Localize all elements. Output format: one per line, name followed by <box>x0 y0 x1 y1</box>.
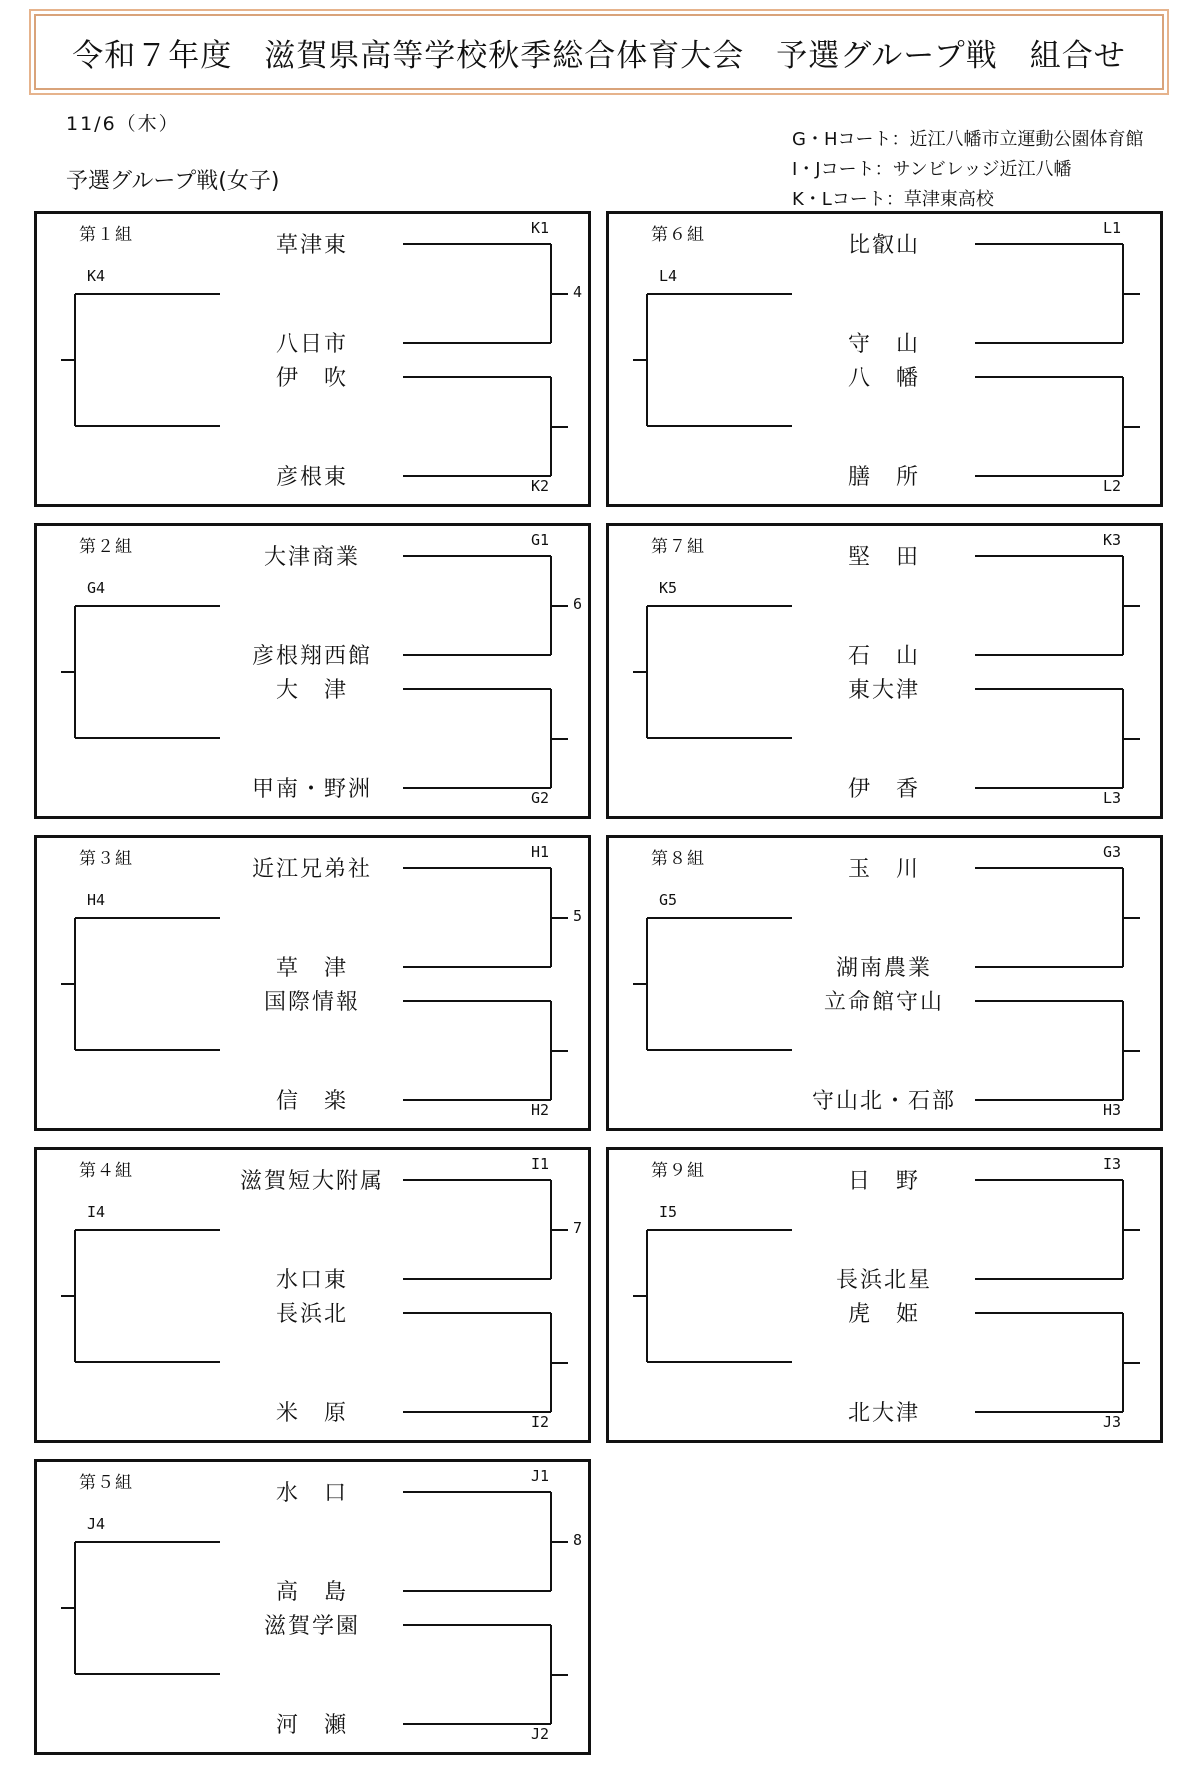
match-number: 7 <box>573 1219 583 1237</box>
team-name: 草津東 <box>275 233 349 258</box>
seed-top-label: G3 <box>1103 843 1122 861</box>
team-name: 伊 吹 <box>275 366 349 391</box>
match-number: 6 <box>573 595 583 613</box>
seed-left-label: G4 <box>87 579 106 597</box>
seed-left-label: I5 <box>659 1203 678 1221</box>
seed-bottom-label: G2 <box>531 789 550 807</box>
team-name: 大 津 <box>275 678 349 703</box>
seed-bottom-label: J3 <box>1103 1413 1122 1431</box>
team-name: 石 山 <box>847 644 921 669</box>
team-name: 河 瀬 <box>275 1713 349 1738</box>
team-name: 彦根東 <box>275 465 349 490</box>
group-label: 第８組 <box>651 849 705 869</box>
team-name: 膳 所 <box>847 465 921 490</box>
team-name: 彦根翔西館 <box>251 644 373 669</box>
group-3-bracket <box>34 835 591 1131</box>
seed-top-label: K3 <box>1103 531 1122 549</box>
seed-left-label: L4 <box>659 267 678 285</box>
seed-left-label: K4 <box>87 267 106 285</box>
match-number: 4 <box>573 283 583 301</box>
team-name: 長浜北 <box>275 1302 349 1327</box>
team-name: 滋賀学園 <box>263 1614 361 1639</box>
date-label: 11/6（木） <box>66 113 180 135</box>
team-name: 滋賀短大附属 <box>239 1169 385 1194</box>
team-name: 高 島 <box>275 1580 349 1605</box>
group-2-bracket <box>34 523 591 819</box>
seed-bottom-label: L3 <box>1103 789 1122 807</box>
court-info-gh: G・Hコート：近江八幡市立運動公園体育館 <box>792 129 1144 150</box>
group-label: 第２組 <box>79 537 133 557</box>
page-title: 令和７年度 滋賀県高等学校秋季総合体育大会 予選グループ戦 組合せ <box>72 37 1126 74</box>
seed-left-label: K5 <box>659 579 678 597</box>
team-name: 国際情報 <box>263 990 361 1015</box>
team-name: 信 楽 <box>275 1089 349 1114</box>
court-info-kl: K・Lコート：草津東高校 <box>792 189 994 210</box>
seed-top-label: J1 <box>531 1467 550 1485</box>
seed-top-label: K1 <box>531 219 550 237</box>
team-name: 湖南農業 <box>835 956 933 981</box>
group-label: 第６組 <box>651 225 705 245</box>
seed-bottom-label: J2 <box>531 1725 550 1743</box>
team-name: 米 原 <box>275 1401 349 1426</box>
seed-top-label: L1 <box>1103 219 1122 237</box>
seed-left-label: J4 <box>87 1515 106 1533</box>
team-name: 堅 田 <box>847 545 921 570</box>
court-info-ij: I・Jコート：サンビレッジ近江八幡 <box>792 159 1072 180</box>
seed-top-label: G1 <box>531 531 550 549</box>
group-9-bracket <box>606 1147 1163 1443</box>
team-name: 比叡山 <box>847 233 921 258</box>
group-4-bracket <box>34 1147 591 1443</box>
group-7-bracket <box>606 523 1163 819</box>
group-5-bracket <box>34 1459 591 1755</box>
group-1-bracket <box>34 211 591 507</box>
section-title: 予選グループ戦(女子) <box>66 169 280 194</box>
title-box <box>34 14 1164 90</box>
team-name: 守 山 <box>847 332 921 357</box>
match-number: 5 <box>573 907 583 925</box>
group-label: 第７組 <box>651 537 705 557</box>
seed-bottom-label: K2 <box>531 477 550 495</box>
seed-left-label: H4 <box>87 891 106 909</box>
seed-top-label: I3 <box>1103 1155 1122 1173</box>
seed-top-label: I1 <box>531 1155 550 1173</box>
team-name: 守山北・石部 <box>811 1089 957 1114</box>
team-name: 八 幡 <box>847 366 921 391</box>
court-list <box>792 125 1143 215</box>
team-name: 東大津 <box>847 678 921 703</box>
match-number: 8 <box>573 1531 583 1549</box>
team-name: 八日市 <box>275 332 349 357</box>
team-name: 長浜北星 <box>835 1268 933 1293</box>
seed-bottom-label: H3 <box>1103 1101 1122 1119</box>
team-name: 大津商業 <box>263 545 361 570</box>
team-name: 北大津 <box>847 1401 921 1426</box>
team-name: 虎 姫 <box>847 1302 921 1327</box>
seed-bottom-label: I2 <box>531 1413 550 1431</box>
seed-top-label: H1 <box>531 843 550 861</box>
seed-bottom-label: L2 <box>1103 477 1122 495</box>
seed-bottom-label: H2 <box>531 1101 550 1119</box>
seed-left-label: G5 <box>659 891 678 909</box>
team-name: 伊 香 <box>847 777 921 802</box>
team-name: 立命館守山 <box>823 990 945 1015</box>
team-name: 草 津 <box>275 956 349 981</box>
team-name: 甲南・野洲 <box>251 777 373 802</box>
group-label: 第３組 <box>79 849 133 869</box>
group-6-bracket <box>606 211 1163 507</box>
team-name: 水 口 <box>275 1481 349 1506</box>
team-name: 水口東 <box>275 1268 349 1293</box>
team-name: 日 野 <box>847 1169 921 1194</box>
group-label: 第１組 <box>79 225 133 245</box>
group-label: 第９組 <box>651 1161 705 1181</box>
group-label: 第５組 <box>79 1473 133 1493</box>
group-8-bracket <box>606 835 1163 1131</box>
group-label: 第４組 <box>79 1161 133 1181</box>
team-name: 近江兄弟社 <box>251 857 373 882</box>
team-name: 玉 川 <box>847 857 921 882</box>
seed-left-label: I4 <box>87 1203 106 1221</box>
